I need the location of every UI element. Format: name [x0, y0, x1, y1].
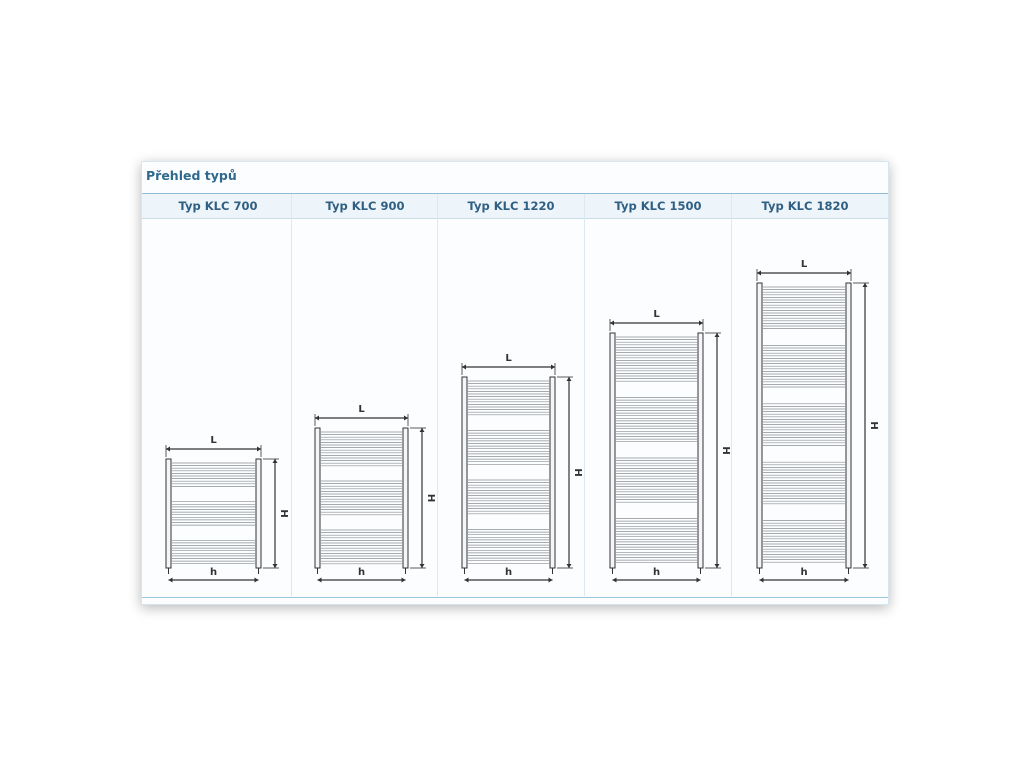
dimension-L-label: L [653, 309, 660, 320]
dimension-L-line-arrowhead [551, 365, 555, 370]
dimension-L-line-arrowhead [847, 271, 851, 276]
dimension-H-line-arrowhead [567, 564, 572, 568]
dimension-L-line-arrowhead [404, 416, 408, 421]
dimension-H-line-arrowhead [863, 283, 868, 287]
dimension-L-line-arrowhead [315, 416, 319, 421]
radiator-pipe [610, 333, 615, 568]
dimension-H-line-arrowhead [273, 459, 278, 463]
dimension-L-line-arrowhead [166, 447, 170, 452]
radiator-pipe [550, 377, 555, 568]
dimension-H-line-arrowhead [715, 333, 720, 337]
dimension-L-line-arrowhead [257, 447, 261, 452]
dimension-H-label: H [868, 421, 879, 430]
dimension-L-line-arrowhead [699, 321, 703, 326]
dimension-h-label: h [357, 567, 366, 578]
dimension-L-label: L [210, 435, 217, 446]
dimension-L-line-arrowhead [462, 365, 466, 370]
radiator-drawings [142, 162, 888, 604]
dimension-h-line-arrowhead [402, 578, 406, 583]
dimension-H-line-arrowhead [420, 428, 425, 432]
dimension-L-line-arrowhead [610, 321, 614, 326]
dimension-h-line-arrowhead [169, 578, 173, 583]
dimension-h-line-arrowhead [318, 578, 322, 583]
dimension-L-label: L [800, 259, 808, 270]
dimension-H-line-arrowhead [567, 377, 572, 381]
panel-title: Přehled typů [146, 168, 237, 183]
dimension-H-line-arrowhead [863, 564, 868, 568]
dimension-L-line-arrowhead [757, 271, 761, 276]
dimension-L-label: L [358, 404, 365, 415]
dimension-h-label: h [209, 567, 218, 578]
dimension-H-line-arrowhead [420, 564, 425, 568]
dimension-H-label: H [720, 446, 731, 455]
dimension-h-line-arrowhead [465, 578, 469, 583]
dimension-h-label: h [800, 567, 808, 578]
radiator-pipe [846, 283, 851, 568]
radiator-pipe [757, 283, 762, 568]
column-header-klc-1500: Typ KLC 1500 [614, 199, 702, 213]
column-header-klc-900: Typ KLC 900 [325, 199, 405, 213]
radiator-pipe [166, 459, 171, 568]
dimension-h-line-arrowhead [549, 578, 553, 583]
dimension-h-label: h [652, 567, 661, 578]
dimension-H-line-arrowhead [273, 564, 278, 568]
radiator-pipe [315, 428, 320, 568]
column-header-klc-700: Typ KLC 700 [178, 199, 258, 213]
dimension-h-label: h [504, 567, 513, 578]
radiator-pipe [256, 459, 261, 568]
dimension-h-line-arrowhead [697, 578, 701, 583]
dimension-H-label: H [572, 468, 583, 477]
column-header-klc-1220: Typ KLC 1220 [467, 199, 555, 213]
dimension-L-label: L [505, 353, 512, 364]
dimension-H-label: H [425, 493, 436, 503]
dimension-H-label: H [278, 509, 289, 518]
column-header-klc-1820: Typ KLC 1820 [761, 199, 849, 213]
dimension-H-line-arrowhead [715, 564, 720, 568]
dimension-h-line-arrowhead [613, 578, 617, 583]
radiator-pipe [403, 428, 408, 568]
type-overview-panel [141, 161, 889, 605]
dimension-h-line-arrowhead [255, 578, 259, 583]
radiator-pipe [698, 333, 703, 568]
dimension-h-line-arrowhead [845, 578, 849, 583]
dimension-h-line-arrowhead [760, 578, 764, 583]
radiator-pipe [462, 377, 467, 568]
